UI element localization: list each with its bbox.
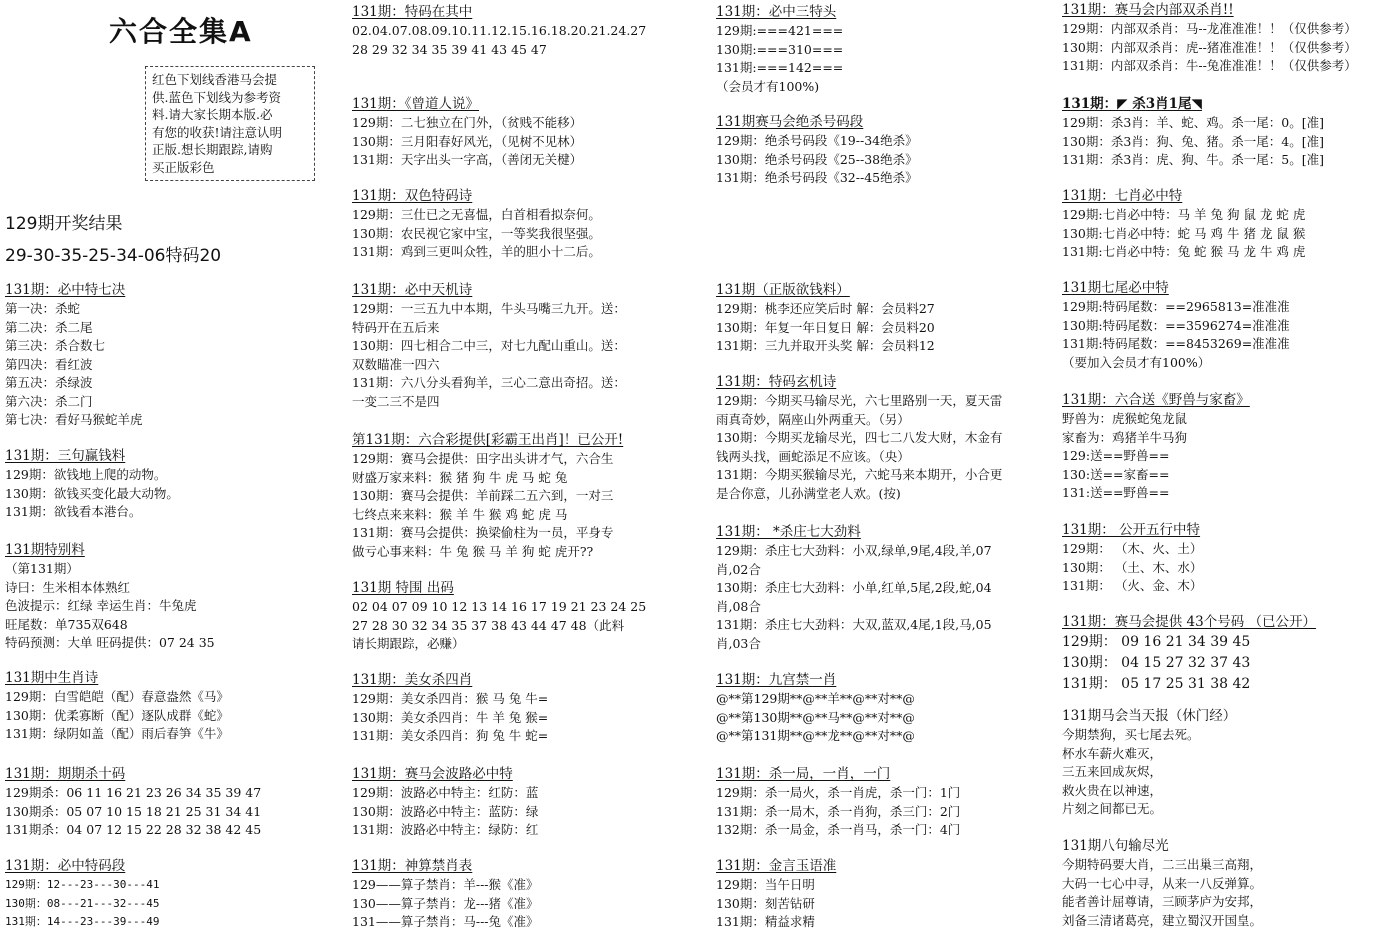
list-item: 130期:七肖必中特：蛇 马 鸡 牛 猪 龙 鼠 猴 [1062,225,1306,241]
list-item: 第一决：杀蛇 [5,301,81,316]
list-item: 130期:特码尾数：==3596274=准准准 [1062,317,1290,333]
list-item: 130期：三月阳春好风光，（见树不见林） [352,133,583,149]
list-item: 129期：12---23---30---41 [5,878,160,891]
list-item: 130期:===310=== [716,41,844,57]
section-wave [352,764,704,840]
list-item: 130期：刻苦钻研 [716,895,815,911]
list-item: 131期：绿阴如盖（配）雨后春笋《牛》 [5,726,229,741]
list-item: 129期：内部双杀肖：马--龙准准准！！（仅供参考） [1062,21,1357,36]
list-item: 131期：杀庄七大劲料：大双,蓝双,4尾,1段,马,05 [716,617,992,632]
list-item: 130期：美女杀四肖：牛 羊 兔 猴= [352,709,549,725]
section-title: 131期中生肖诗 [5,670,99,686]
section-three-sentences [5,446,340,522]
list-item: 家畜为：鸡猪羊牛马狗 [1062,429,1188,445]
section-three-heads [716,2,1050,96]
list-item: 130——算子禁肖：龙---猪《准》 [352,895,539,911]
section-title: 131期：三句赢钱料 [5,448,126,464]
list-item: 色波提示：红绿 幸运生肖：牛兔虎 [5,598,197,613]
list-item: 129期：杀3肖：羊、蛇、鸡。杀一尾：0。[准] [1062,115,1325,130]
notice-line: 供.蓝色下划线为参考资 [152,89,281,105]
list-item: 129期:===421=== [716,23,844,38]
list-item: @**第129期**@**羊**@**对**@ [716,691,915,706]
list-item: 129期：一三五九中本期，牛头马嘴三九开。送： [352,301,626,316]
list-item: 129期：欲钱地上爬的动物。 [5,467,167,482]
list-item: 特码预测：大单 旺码提供：07 24 35 [5,635,215,650]
list-item: 130期： 04 15 27 32 37 43 [1062,655,1251,671]
section-title: 第131期：六合彩提供[彩霸王出肖]！已公开! [352,432,624,448]
notice-line: 买正版彩色 [152,159,215,175]
section-title: 131期：九宫禁一肖 [716,672,837,688]
list-item: 131期： （火、金、木） [1062,578,1203,593]
list-item: 131期：精益求精 [716,914,815,929]
list-item: 雨真奇妙，隔座山外两重天。（另） [716,411,910,427]
list-item: 129期：二七独立在门外，（贫贱不能移） [352,115,583,130]
list-item: 130期：今期买龙输尽光，四七二八发大财，木金有 [716,430,1003,445]
list-item: 131期：杀一局木，杀一肖狗，杀三门：2门 [716,803,961,819]
section-money-riddle [716,280,1050,356]
section-numbers-within [352,2,704,59]
section-five-elements [1062,520,1384,596]
list-item: 第六决：杀二门 [5,393,93,409]
section-nine-palace [716,670,1050,746]
list-item: 请长期跟踪，必赚） [352,636,465,651]
list-item: 130期杀：05 07 10 15 18 21 25 31 34 41 [5,803,262,819]
list-item: 131:送==野兽== [1062,485,1170,500]
section-title: 131期特别料 [5,542,85,558]
list-item: 131期:===142=== [716,60,844,75]
list-item: 02.04.07.08.09.10.11.12.15.16.18.20.21.24.27 [352,23,647,38]
list-item: 02 04 07 09 10 12 13 14 16 17 19 21 23 24 25 [352,599,647,614]
list-item: 肖,02合 [716,561,761,577]
section-double-kill [1062,0,1384,76]
list-item: 130期：波路必中特主：蓝防：绿 [352,803,539,819]
list-item: @**第131期**@**龙**@**对**@ [716,728,915,743]
list-item: 28 29 32 34 35 39 41 43 45 47 [352,41,547,57]
column-1 [5,0,340,930]
list-item: 131期:特码尾数：==8453269=准准准 [1062,336,1290,351]
list-item: 诗曰：生米相本体熟红 [5,579,131,595]
list-item: 130期：绝杀号码段《25--38绝杀》 [716,151,918,167]
section-title: 131期： *杀庄七大劲料 [716,524,861,540]
section-43-numbers [1062,612,1384,695]
column-2 [352,0,704,930]
list-item: 第四决：看红波 [5,356,93,372]
list-item: 130期：年复一年日复日 解：会员料20 [716,319,935,335]
section-title: 131期马会当天报（休门经） [1062,708,1237,724]
section-seven-zodiac [1062,186,1384,262]
section-title: 131期赛马会绝杀号码段 [716,114,864,130]
section-title: 131期：赛马会提供 43个号码 （已公开） [1062,614,1317,630]
section-heaven-secret [352,280,704,411]
section-number-range [5,856,340,932]
list-item: 129期：赛马会提供：田字出头讲才气，六合生 [352,451,614,466]
list-item: 131期：14---23---39---49 [5,915,160,928]
notice-line: 有您的收获!请注意认明 [152,124,283,140]
list-item: 129期：桃李还应笑后时 解：会员料27 [716,301,935,316]
list-item: 130期：欲钱买变化最大动物。 [5,485,179,501]
section-title: 131期：期期杀十码 [5,766,126,782]
section-overlord [352,430,704,561]
list-item: 野兽为：虎猴蛇兔龙鼠 [1062,411,1188,426]
section-special-range [352,578,704,654]
section-title: 131期（正版欲钱料） [716,282,850,298]
section-title: 131期：杀一局，一肖，一门 [716,766,891,782]
section-eight-lines [1062,836,1384,930]
list-item: 131期：内部双杀肖：牛--兔准准准！！（仅供参考） [1062,58,1357,73]
section-title: 131期：金言玉语准 [716,858,837,874]
list-item: 129期： 09 16 21 34 39 45 [1062,634,1251,650]
section-title: 131期：六合送《野兽与家畜》 [1062,392,1250,408]
section-title: 131期：神算禁肖表 [352,858,473,874]
list-item: （第131期） [5,561,79,576]
notice-box [145,66,315,181]
list-item: 129期：美女杀四肖：猴 马 兔 牛= [352,691,549,706]
section-zeng-says [352,94,704,170]
section-beast-livestock [1062,390,1384,503]
list-item: 131期：赛马会提供：换梁偷柱为一员，平身专 [352,525,614,540]
list-item: 第七决：看好马猴蛇羊虎 [5,412,143,427]
list-item: 131——算子禁肖：马---兔《准》 [352,914,539,929]
section-zodiac-poem [5,668,340,744]
list-item: 131期：美女杀四肖：狗 兔 牛 蛇= [352,728,549,743]
result-heading: 129期开奖结果 [5,214,123,234]
section-forbidden-table [352,856,704,932]
list-item: 财盛万家来料：猴 猪 狗 牛 虎 马 蛇 兔 [352,469,568,485]
list-item: 129期：今期买马输尽光，六七里路别一天，夏天雷 [716,393,1003,408]
page-title: 六合全集A [109,15,253,48]
list-item: 130期：优柔寡断（配）逐队成群《蛇》 [5,707,229,723]
section-title: 131期七尾必中特 [1062,280,1169,296]
list-item: 130期：08---21---32---45 [5,896,160,910]
list-item: 大码一七心中寻，从来一八反弹算。 [1062,875,1263,891]
section-seven-tails [1062,278,1384,372]
list-item: 130期：杀3肖：狗、兔、猪。杀一尾：4。[准] [1062,133,1325,149]
list-item: 131期：三九并取开头奖 解：会员料12 [716,338,935,353]
section-seven-keys [5,280,340,430]
list-item: （要加入会员才有100%） [1062,354,1211,370]
list-item: 一变二三不是四 [352,393,440,409]
list-item: 131期：今期买猴输尽光，六蛇马来本期开，小合更 [716,467,1003,482]
list-item: 129期： （木、火、土） [1062,541,1203,556]
list-item: 三五来回成灰烬， [1062,764,1163,779]
list-item: 130期：四七相合二中三，对七九配山重山。送： [352,338,626,353]
list-item: 131期： 05 17 25 31 38 42 [1062,676,1251,692]
list-item: 肖,03合 [716,635,761,651]
list-item: 27 28 30 32 34 35 37 38 43 44 47 48（此料 [352,617,625,633]
section-special [5,540,340,653]
list-item: 129期：三仕已之无喜愠，白首相看拟奈何。 [352,207,601,222]
section-kill-ten [5,764,340,840]
list-item: 第二决：杀二尾 [5,319,93,335]
result-numbers: 29-30-35-25-34-06特码20 [5,246,222,266]
list-item: 第三决：杀合数七 [5,338,106,353]
list-item: 能者善计屈尊请，三顾茅庐为安邦， [1062,894,1263,909]
section-title: 131期：赛马会波路必中特 [352,766,513,782]
list-item: 131期杀：04 07 12 15 22 28 32 38 42 45 [5,822,262,837]
column-3 [716,0,1050,930]
section-title: 131期：美女杀四肖 [352,672,473,688]
section-daily-report [1062,706,1384,819]
list-item: 129期：当午日明 [716,877,815,892]
section-title: 131期八句输尽光 [1062,838,1169,854]
list-item: 131期：波路必中特主：绿防：红 [352,822,539,837]
list-item: 131期：欲钱看本港台。 [5,504,142,519]
list-item: 131期：杀3肖：虎、狗、牛。杀一尾：5。[准] [1062,152,1325,167]
list-item: 131期：绝杀号码段《32--45绝杀》 [716,170,918,185]
list-item: 129期杀：06 11 16 21 23 26 34 35 39 47 [5,785,262,800]
list-item: 129——算子禁肖：羊---猴《准》 [352,877,539,892]
list-item: 救火贵在以神速， [1062,782,1163,798]
list-item: 130期： （土、木、水） [1062,559,1203,575]
section-title: 131期：七肖必中特 [1062,188,1183,204]
section-beauty-kill [352,670,704,746]
section-golden-words [716,856,1050,932]
list-item: 今期禁狗，买七尾去死。 [1062,727,1200,742]
notice-line: 正版.想长期跟踪,请购 [152,142,273,157]
section-title: 131期：赛马会内部双杀肖!! [1062,2,1234,18]
list-item: 七终点来来料：猴 羊 牛 猴 鸡 蛇 虎 马 [352,506,568,522]
list-item: 131期：天字出头一字高，（善闭无关楗） [352,152,583,167]
section-two-color-poem [352,186,704,262]
section-title: 131期 特围 出码 [352,580,454,596]
list-item: 双数瞄准一四六 [352,356,440,372]
list-item: 130期：农民视它家中宝，一等奖我很坚强。 [352,225,601,241]
list-item: 129期：白雪皑皑（配）春意盎然《马》 [5,689,229,704]
section-title: 131期：双色特码诗 [352,188,473,204]
list-item: 第五决：杀绿波 [5,375,93,390]
section-title: 131期：必中特七决 [5,282,126,298]
list-item: 片刻之间都已无。 [1062,801,1163,816]
list-item: 129期:特码尾数：==2965813=准准准 [1062,299,1290,314]
list-item: 129期：杀一局火，杀一肖虎，杀一门：1门 [716,785,961,800]
list-item: 131期：六八分头看狗羊，三心二意出奇招。送： [352,375,626,390]
list-item: 今期特码要大肖，二三出巢三高翔， [1062,857,1263,872]
list-item: 130期：内部双杀肖：虎--猪准准准！！（仅供参考） [1062,39,1357,55]
list-item: （会员才有100%) [716,78,820,94]
list-item: 做亏心事来料：牛 兔 猴 马 羊 狗 蛇 虎开?? [352,543,594,559]
section-title: 131期：特码玄机诗 [716,374,837,390]
list-item: 130期：赛马会提供：羊前踩二五六到，一对三 [352,488,614,503]
list-item: 131期:七肖必中特：兔 蛇 猴 马 龙 牛 鸡 虎 [1062,244,1306,259]
list-item: 旺尾数：单735双648 [5,616,128,632]
section-mystery-poem [716,372,1050,503]
section-kill-range [716,112,1050,188]
list-item: 肖,08合 [716,598,761,614]
list-item: 129期：绝杀号码段《19--34绝杀》 [716,133,918,148]
list-item: 是合你意，儿孙满堂老人欢。(按) [716,485,901,501]
section-title: 131期：必中三特头 [716,4,837,20]
list-item: 杯水车薪火难灭， [1062,745,1163,761]
section-kill-one [716,764,1050,840]
list-item: 130期：杀庄七大劲料：小单,红单,5尾,2段,蛇,04 [716,580,992,595]
list-item: 129期：杀庄七大劲料：小双,绿单,9尾,4段,羊,07 [716,543,992,558]
list-item: 129期：波路必中特主：红防：蓝 [352,785,539,800]
section-title: 131期：必中天机诗 [352,282,473,298]
column-4 [1062,0,1384,930]
list-item: 钱两头找，画蛇添足不应该。（央） [716,448,910,464]
list-item: 131期：鸡到三更叫众牲，羊的胆小十二后。 [352,244,601,259]
list-item: 129期:七肖必中特：马 羊 兔 狗 鼠 龙 蛇 虎 [1062,207,1306,222]
section-title: 131期： 公开五行中特 [1062,522,1201,538]
section-kill-3-1 [1062,94,1384,170]
list-item: 130:送==家畜== [1062,466,1170,482]
section-title: 131期：特码在其中 [352,4,473,20]
list-item: 特码开在五后来 [352,319,440,335]
list-item: 刘备三清诸葛亮，建立蜀汉开国皇。 [1062,912,1263,928]
list-item: @**第130期**@**马**@**对**@ [716,709,915,725]
notice-line: 料.请大家长期本版.必 [152,107,273,122]
section-title: 131期：◤ 杀3肖1尾◥ [1062,96,1202,112]
notice-line: 红色下划线香港马会提 [152,72,278,87]
section-title: 131期：必中特码段 [5,858,126,874]
list-item: 132期：杀一局金，杀一肖马，杀一门：4门 [716,822,961,837]
list-item: 129:送==野兽== [1062,448,1170,463]
section-title: 131期：《曾道人说》 [352,96,480,112]
section-kill-house [716,522,1050,653]
